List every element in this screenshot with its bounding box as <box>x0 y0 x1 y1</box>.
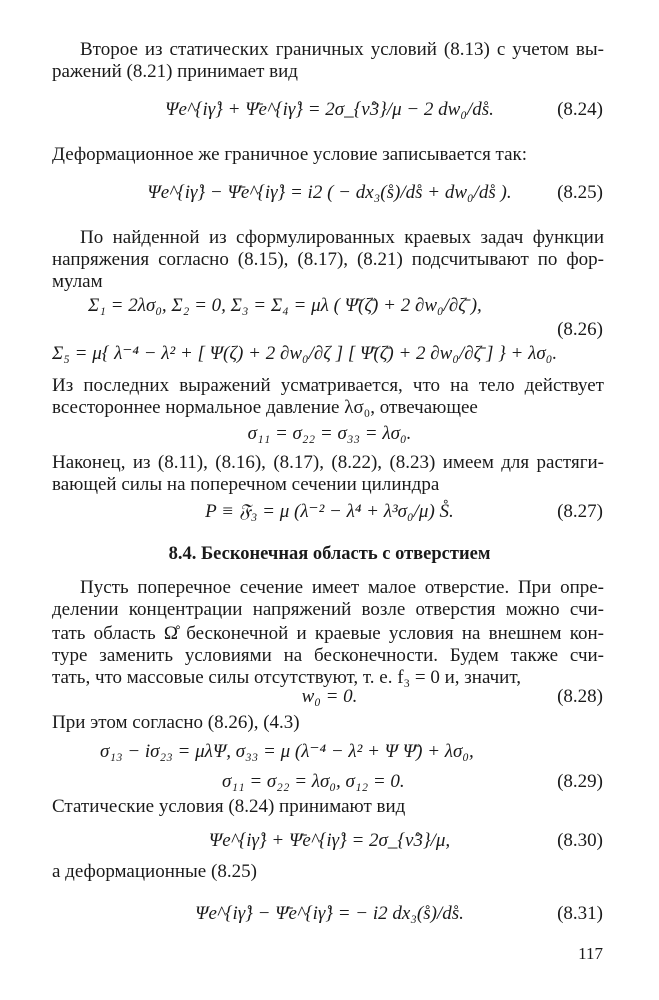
text-line: При этом согласно (8.26), (4.3) <box>52 712 300 733</box>
text-line: Наконец, из (8.11), (8.16), (8.17), (8.22), (8.23) имеем для растяги- <box>52 452 604 473</box>
equation-number: (8.24) <box>557 99 603 120</box>
text-line: мулам <box>52 271 103 292</box>
text-line: тать область Ω̊ бесконечной и краевые условия на внешнем кон- <box>52 623 604 644</box>
page-number: 117 <box>578 944 603 963</box>
text-line: всестороннее нормальное давление λσ₀, отвечающее <box>52 397 478 418</box>
text-line: а деформационные (8.25) <box>52 861 257 882</box>
text-line: тать, что массовые силы отсутствуют, т. е. f₃ = 0 и, значит, <box>52 667 521 688</box>
equation-number: (8.26) <box>557 319 603 340</box>
text-line: делении концентрации напряжений возле отверстия можно счи- <box>52 599 604 620</box>
equation-number: (8.28) <box>557 686 603 707</box>
equation-8-27: P ≡ 𝔉₃ = μ (λ⁻² − λ⁴ + λ³σ₀/μ) S̊. <box>205 501 454 522</box>
section-heading: 8.4. Бесконечная область с отверстием <box>168 544 491 564</box>
text-line: Статические условия (8.24) принимают вид <box>52 796 406 817</box>
text-line: Пусть поперечное сечение имеет малое отверстие. При опре- <box>80 577 604 598</box>
equation-number: (8.27) <box>557 501 603 522</box>
text-line: Второе из статических граничных условий (8.13) с учетом вы- <box>80 39 604 60</box>
equation-number: (8.25) <box>557 182 603 203</box>
equation-8-26b: Σ₅ = μ{ λ⁻⁴ − λ² + [ Ψ(ζ) + 2 ∂w₀/∂ζ ] [ Ψ̄(ζ̄) + 2 ∂w₀/∂ζ̄ ] } + λσ₀. <box>52 343 558 364</box>
equation-8-28: w₀ = 0. <box>301 686 358 707</box>
text-line: Деформационное же граничное условие записывается так: <box>52 144 528 165</box>
equation-8-29b: σ₁₁ = σ₂₂ = λσ₀, σ₁₂ = 0. <box>222 771 405 792</box>
equation-sigma: σ₁₁ = σ₂₂ = σ₃₃ = λσ₀. <box>247 423 412 444</box>
text-line: вающей силы на поперечном сечении цилиндра <box>52 474 440 495</box>
text-line: По найденной из сформулированных краевых задач функции <box>80 227 604 248</box>
text-line: Из последних выражений усматривается, что на тело действует <box>52 375 604 396</box>
equation-number: (8.29) <box>557 771 603 792</box>
equation-8-26a: Σ₁ = 2λσ₀, Σ₂ = 0, Σ₃ = Σ₄ = μλ ( Ψ̄(ζ̄) + 2 ∂w₀/∂ζ̄ ), <box>88 295 482 316</box>
equation-8-31: Ψe^{iγ̊} − Ψ̄e^{iγ̊} = − i2 dx₃(s̊)/ds̊. <box>195 903 464 924</box>
text-line: ражений (8.21) принимает вид <box>52 61 298 82</box>
text-line: напряжения согласно (8.15), (8.17), (8.21) подсчитывают по фор- <box>52 249 604 270</box>
equation-8-29a: σ₁₃ − iσ₂₃ = μλΨ, σ₃₃ = μ (λ⁻⁴ − λ² + Ψ Ψ̄) + λσ₀, <box>100 741 474 762</box>
equation-8-25: Ψe^{iγ̊} − Ψ̄e^{iγ̊} = i2 ( − dx₃(s̊)/ds̊ + dw₀/ds̊ ). <box>147 182 512 203</box>
text-line: туре заменить условиями на бесконечности. Будем также счи- <box>52 645 604 666</box>
equation-number: (8.31) <box>557 903 603 924</box>
equation-8-30: Ψe^{iγ̊} + Ψ̄e^{iγ̊} = 2σ_{ν̊3}/μ, <box>208 830 451 851</box>
equation-number: (8.30) <box>557 830 603 851</box>
equation-8-24: Ψe^{iγ̊} + Ψ̄e^{iγ̊} = 2σ_{ν̊3}/μ − 2 dw₀/ds̊. <box>165 99 494 120</box>
